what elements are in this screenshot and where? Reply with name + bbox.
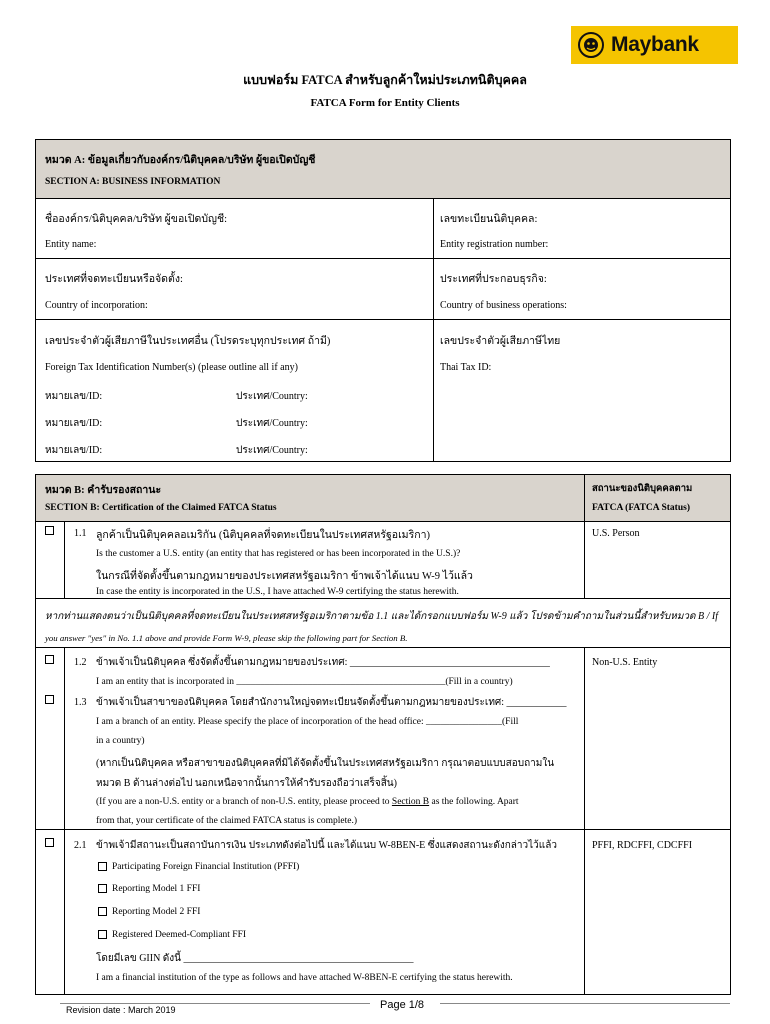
status-column-header-thai: สถานะของนิติบุคคลตาม [592,484,693,494]
id-label-2: หมายเลข/ID: [45,418,103,429]
reg-number-label: Entity registration number: [440,239,549,250]
checkbox-1-2[interactable] [45,655,54,664]
country-label-2: ประเทศ/Country: [236,418,308,429]
revision-date: Revision date : March 2019 [66,1005,176,1015]
item-1-3-text-3b: as the following. Apart [429,797,519,807]
id-label-3: หมายเลข/ID: [45,445,103,456]
item-2-1-text: I am a financial institution of the type as follows and have attached W-8BEN-E certifying the status herewith. [96,973,513,983]
checkbox-model-1[interactable] [98,884,107,893]
logo-text: Maybank [611,33,699,56]
country-label-1: ประเทศ/Country: [236,391,308,402]
item-1-3-number: 1.3 [74,697,87,708]
item-1-2-text: I am an entity that is incorporated in ____________________________________________(Fill in a country) [96,677,513,687]
status-non-us-entity: Non-U.S. Entity [592,657,658,668]
checkbox-pffi[interactable] [98,862,107,871]
section-b-link[interactable]: Section B [391,797,430,807]
note-thai: หากท่านแสดงตนว่าเป็นนิติบุคคลที่จดทะเบียนในประเทศสหรัฐอเมริกาตามข้อ 1.1 และได้กรอกแบบฟอร์ม W-9 แล้ว โปรดข้ามคำถามในส่วนนี้สำหรับหมวด B / If [45,611,719,622]
status-us-person: U.S. Person [592,528,640,539]
item-1-1-text-2: In case the entity is incorporated in the U.S., I have attached W-9 certifying the status herewith. [96,587,459,597]
id-label-1: หมายเลข/ID: [45,391,103,402]
page-number: Page 1/8 [380,999,425,1011]
tiger-head-icon [577,31,605,59]
item-1-3-text-4: from that, your certificate of the claimed FATCA status is complete.) [96,816,357,826]
checkbox-1-3[interactable] [45,695,54,704]
country-inc-label-thai: ประเทศที่จดทะเบียนหรือจัดตั้ง: [45,274,183,285]
thai-tax-label: Thai Tax ID: [440,362,492,373]
item-1-2-thai: ข้าพเจ้าเป็นนิติบุคคล ซึ่งจัดตั้งขึ้นตามกฎหมายของประเทศ: ________________________________________ [96,657,550,668]
option-model-1: Reporting Model 1 FFI [112,884,201,894]
entity-name-label-thai: ชื่อองค์กร/นิติบุคคล/บริษัท ผู้ขอเปิดบัญชี: [45,214,228,225]
section-a-title: SECTION A: BUSINESS INFORMATION [45,177,221,187]
item-1-1-number: 1.1 [74,528,87,539]
item-1-3-text-2: in a country) [96,736,145,746]
checkbox-1-1[interactable] [45,526,54,535]
note-text: you answer "yes" in No. 1.1 above and provide Form W-9, please skip the following part for Section B. [45,633,408,643]
country-ops-label-thai: ประเทศที่ประกอบธุรกิจ: [440,274,547,285]
item-1-3-text-3a: (If you are a non-U.S. entity or a branch of non-U.S. entity, please proceed to [96,797,392,807]
page-title-thai: แบบฟอร์ม FATCA สำหรับลูกค้าใหม่ประเภทนิติบุคคล [243,73,527,87]
country-label-3: ประเทศ/Country: [236,445,308,456]
reg-number-label-thai: เลขทะเบียนนิติบุคคล: [440,214,538,225]
item-1-3-text: I am a branch of an entity. Please specify the place of incorporation of the head office: ________________(Fill [96,717,519,727]
entity-name-label: Entity name: [45,239,97,250]
item-1-3-thai: ข้าพเจ้าเป็นสาขาของนิติบุคคล โดยสำนักงานใหญ่จดทะเบียนจัดตั้งขึ้นตามกฎหมายของประเทศ: ____________ [96,697,567,708]
checkbox-deemed[interactable] [98,930,107,939]
giin-label-thai: โดยมีเลข GIIN ดังนี้ ______________________________________________ [96,953,414,964]
item-2-1-thai: ข้าพเจ้ามีสถานะเป็นสถาบันการเงิน ประเภทดังต่อไปนี้ และได้แนบ W-8BEN-E ซึ่งแสดงสถานะดังกล่าวไว้แล้ว [96,840,557,851]
item-1-3-thai-2b: หมวด B ด้านล่างต่อไป นอกเหนือจากนั้นการให้คำรับรองถือว่าเสร็จสิ้น) [96,778,397,789]
option-pffi: Participating Foreign Financial Institution (PFFI) [112,862,300,872]
option-deemed: Registered Deemed-Compliant FFI [112,930,247,940]
status-pffi: PFFI, RDCFFI, CDCFFI [592,840,693,851]
foreign-tin-label-thai: เลขประจำตัวผู้เสียภาษีในประเทศอื่น (โปรดระบุทุกประเทศ ถ้ามี) [45,336,331,347]
thai-tax-label-thai: เลขประจำตัวผู้เสียภาษีไทย [440,336,561,347]
page-title: FATCA Form for Entity Clients [310,97,460,109]
item-1-3-thai-2a: (หากเป็นนิติบุคคล หรือสาขาของนิติบุคคลที่มิได้จัดตั้งขึ้นในประเทศสหรัฐอเมริกา กรุณาตอบแบบสอบถามใน [96,758,555,769]
item-1-3-text-3 [96,797,519,807]
foreign-tin-label: Foreign Tax Identification Number(s) (please outline all if any) [45,362,298,373]
maybank-logo [571,26,738,64]
checkbox-2-1[interactable] [45,838,54,847]
section-b-title: SECTION B: Certification of the Claimed FATCA Status [45,503,277,513]
status-column-header: FATCA (FATCA Status) [592,503,690,513]
section-a-title-thai: หมวด A: ข้อมูลเกี่ยวกับองค์กร/นิติบุคคล/บริษัท ผู้ขอเปิดบัญชี [45,155,316,166]
item-1-1-thai: ลูกค้าเป็นนิติบุคคลอเมริกัน (นิติบุคคลที่จดทะเบียนในประเทศสหรัฐอเมริกา) [96,530,430,541]
checkbox-model-2[interactable] [98,907,107,916]
country-ops-label: Country of business operations: [440,300,567,311]
section-b-title-thai: หมวด B: คำรับรองสถานะ [45,485,162,496]
option-model-2: Reporting Model 2 FFI [112,907,201,917]
country-inc-label: Country of incorporation: [45,300,148,311]
section-a-header [35,139,731,199]
section-a-body [35,198,731,462]
item-1-1-text: Is the customer a U.S. entity (an entity that has registered or has been incorporated in the U.S.)? [96,549,461,559]
item-1-2-number: 1.2 [74,657,87,668]
item-2-1-number: 2.1 [74,840,87,851]
item-1-1-thai-2: ในกรณีที่จัดตั้งขึ้นตามกฎหมายของประเทศสหรัฐอเมริกา ข้าพเจ้าได้แนบ W-9 ไว้แล้ว [96,571,473,582]
